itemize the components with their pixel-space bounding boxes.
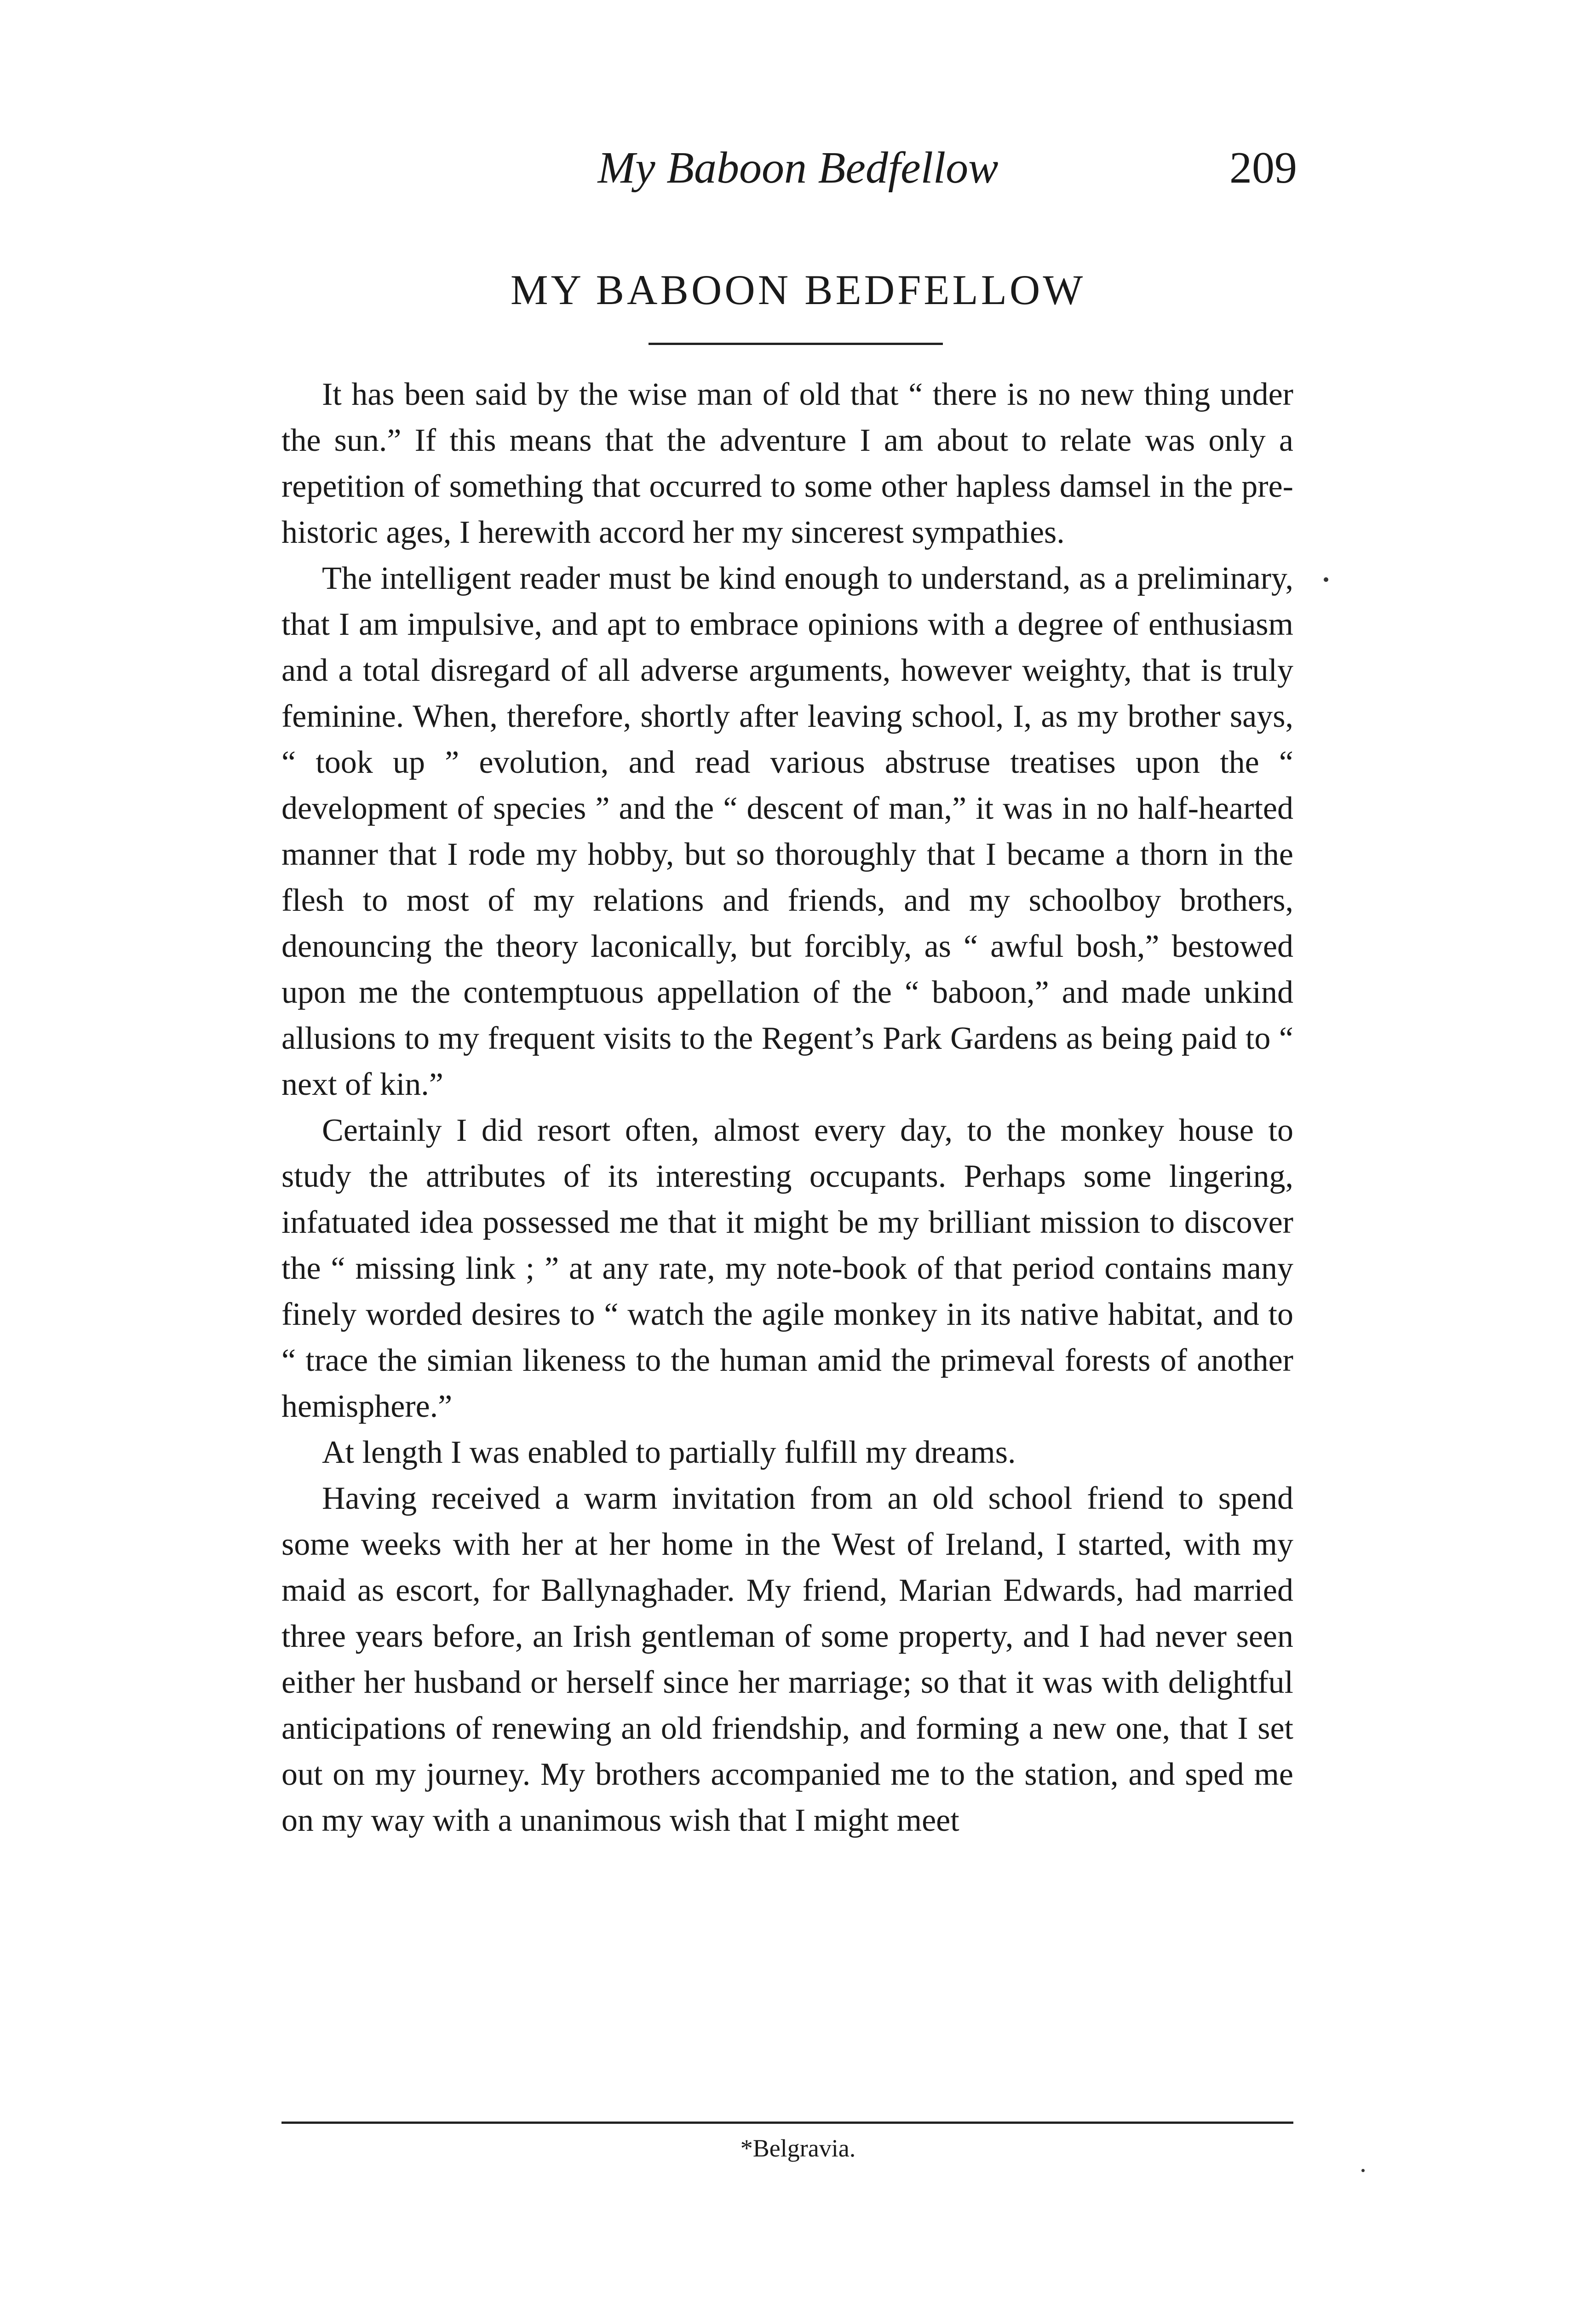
- chapter-title: MY BABOON BEDFELLOW: [510, 266, 1086, 313]
- paragraph-4: At length I was enabled to partially fulfill my dreams.: [322, 1435, 1016, 1470]
- ink-speck: [1324, 577, 1328, 582]
- paragraph-3: Certainly I did resort often, almost every day, to the monkey house to study the attributes of its interesting occupants. Perhaps some lingering, infatuated idea possessed me that it might be my brilliant mission to discover the “ missing link ; ” at any rate, my note-book of that period contains many finely worded desires to “ watch the agile monkey in its native habitat, and to “ trace the simian likeness to the human amid the primeval forests of another hemisphere.”: [281, 1113, 1293, 1424]
- paragraph-5: Having received a warm invitation from an old school friend to spend some weeks with her at her home in the West of Ireland, I started, with my maid as escort, for Ballynaghader. My friend, Marian Edwards, had married three years before, an Irish gentleman of some property, and I had never seen either her husband or herself since her marriage; so that it was with delightful anticipations of renewing an old friendship, and forming a new one, that I set out on my journey. My brothers accompanied me to the station, and sped me on my way with a unanimous wish that I might meet: [281, 1481, 1293, 1838]
- paragraph-1: It has been said by the wise man of old that “ there is no new thing under the sun.” If this means that the adventure I am about to relate was only a repetition of something that occurred to some other hapless damsel in the pre-historic ages, I herewith accord her my sincerest sympathies.: [281, 377, 1293, 550]
- paragraph-2: The intelligent reader must be kind enough to understand, as a preliminary, that I am impulsive, and apt to embrace opinions with a degree of enthusiasm and a total disregard of all adverse arguments, however weighty, that is truly feminine. When, therefore, shortly after leaving school, I, as my brother says, “ took up ” evolution, and read various abstruse treatises upon the “ development of species ” and the “ descent of man,” it was in no half-hearted manner that I rode my hobby, but so thoroughly that I became a thorn in the flesh to most of my relations and friends, and my schoolboy brothers, denouncing the theory laconically, but forcibly, as “ awful bosh,” bestowed upon me the contemptuous appellation of the “ baboon,” and made unkind allusions to my frequent visits to the Regent’s Park Gardens as being paid to “ next of kin.”: [281, 561, 1293, 1102]
- ink-speck: [1361, 2169, 1365, 2172]
- footnote: *Belgravia.: [740, 2134, 856, 2162]
- running-title: My Baboon Bedfellow: [597, 143, 999, 193]
- footnote-separator-rule: [281, 2122, 1293, 2124]
- title-underline-rule: [649, 343, 943, 345]
- body-text: [281, 372, 1293, 1844]
- page-number: 209: [1229, 143, 1297, 193]
